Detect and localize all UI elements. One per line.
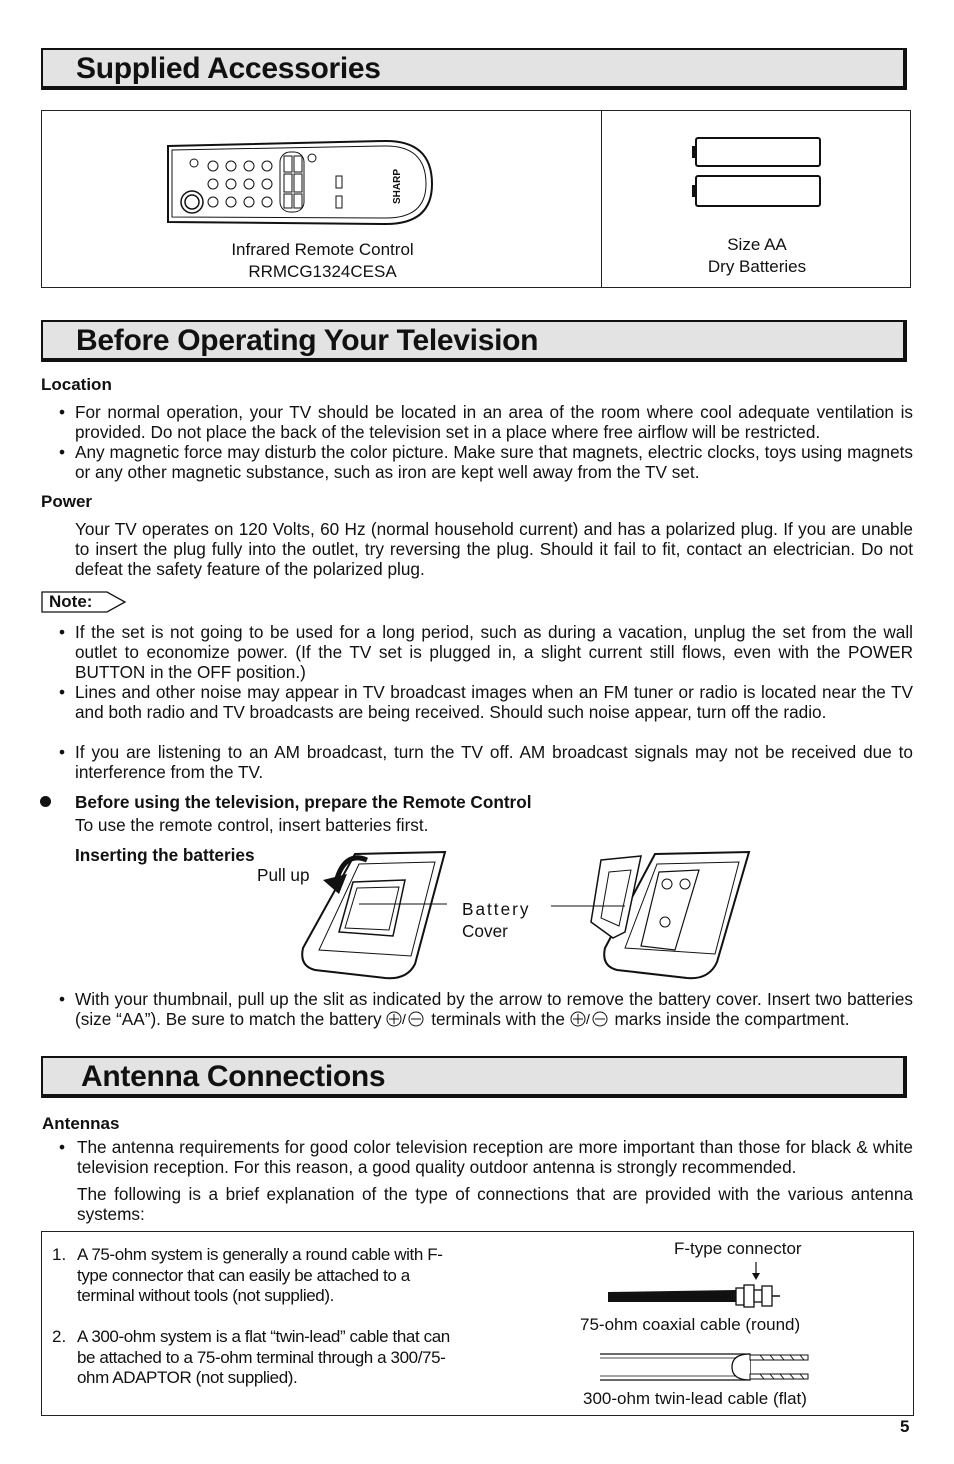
remote-brand-text: SHARP [392, 168, 403, 204]
location-heading: Location [41, 375, 112, 394]
thumbnail-text-part-1: With your thumbnail, pull up the slit as indicated by the arrow to remove the battery cover. Insert two batteries (size “AA”). Be sure to match the battery [75, 989, 913, 1029]
section-header-accessories [41, 48, 907, 90]
location-item: For normal operation, your TV should be located in an area of the room where cool adequate ventilation is provided. Do not place the back of the television set in a place where free airflow will be restricted. [75, 402, 913, 442]
antenna-list-text: A 300-ohm system is a flat “twin-lead” cable that can be attached to a 75-ohm terminal through a 300/75-ohm ADAPTOR (not supplied). [77, 1327, 450, 1387]
plus-minus-marks-icon [570, 1011, 610, 1027]
section-header-antenna [41, 1056, 907, 1098]
plus-minus-terminal-icon [386, 1011, 426, 1027]
section-title: Antenna Connections [81, 1060, 386, 1093]
twinlead-cable-label: 300-ohm twin-lead cable (flat) [583, 1389, 807, 1408]
note-item: Lines and other noise may appear in TV broadcast images when an FM tuner or radio is located near the TV and both radio and TV broadcasts are being received. Should such noise appear, turn off the radio. [75, 682, 913, 722]
remote-prep-text: To use the remote control, insert batteries first. [75, 815, 429, 835]
remote-caption [170, 239, 475, 283]
svg-text:/: / [585, 1011, 590, 1027]
remote-caption-line-2: RRMCG1324CESA [248, 262, 397, 281]
remote-prep-heading: Before using the television, prepare the Remote Control [75, 792, 532, 812]
note-item: If the set is not going to be used for a long period, such as during a vacation, unplug the set from the wall outlet to economize power. (If the TV set is plugged in, a slight current still flows, even with the POWER BUTTON in the OFF position.) [75, 622, 913, 682]
note-item: If you are listening to an AM broadcast, turn the TV off. AM broadcast signals may not be received due to interference from the TV. [75, 742, 913, 782]
battery-cover-label-line-1: Battery [462, 899, 531, 919]
divider [601, 111, 602, 287]
remote-control-illustration [164, 138, 436, 230]
ftype-label: F-type connector [674, 1239, 802, 1258]
bullet-dot: • [59, 1137, 66, 1157]
bullet-dot: • [59, 742, 66, 762]
note-label: Note: [49, 592, 93, 611]
antenna-list-num: 2. [52, 1327, 67, 1346]
antennas-explanation: The following is a brief explanation of the type of connections that are provided with the various antenna systems: [77, 1184, 913, 1224]
bullet-dot: • [59, 442, 66, 462]
thumbnail-text-part-2: terminals with the [431, 1009, 565, 1029]
filled-bullet-icon [40, 796, 51, 807]
thumbnail-instructions [75, 989, 913, 1029]
antenna-list-text: A 75-ohm system is generally a round cable with F-type connector that can easily be attached to a terminal without tools (not supplied). [77, 1245, 443, 1305]
bullet-dot: • [59, 682, 66, 702]
antenna-list-num: 1. [52, 1245, 67, 1264]
thumbnail-text-part-3: marks inside the compartment. [614, 1009, 850, 1029]
batteries-illustration [690, 134, 826, 212]
page-number: 5 [900, 1417, 910, 1436]
section-header-before-operating [41, 320, 907, 362]
power-heading: Power [41, 492, 93, 511]
antennas-heading: Antennas [42, 1114, 120, 1133]
location-item: Any magnetic force may disturb the color picture. Make sure that magnets, electric clocks, toys using magnets or any other magnetic substance, such as iron are kept well away from the TV set. [75, 442, 913, 482]
inserting-heading: Inserting the batteries [75, 845, 255, 865]
remote-caption-line-1: Infrared Remote Control [231, 240, 414, 259]
battery-cover-label [462, 898, 530, 942]
antennas-item: The antenna requirements for good color television reception are more important than those for black & white television reception. For this reason, a good quality outdoor antenna is strongly recommended. [77, 1137, 913, 1177]
battery-caption-line-2: Dry Batteries [707, 257, 807, 276]
battery-caption [652, 234, 862, 278]
bullet-dot: • [59, 989, 66, 1009]
section-title: Supplied Accessories [76, 52, 381, 85]
battery-cover-label-line-2: Cover [462, 921, 508, 941]
bullet-dot: • [59, 622, 66, 642]
bullet-dot: • [59, 402, 66, 422]
battery-caption-line-1: Size AA [727, 235, 787, 254]
section-title: Before Operating Your Television [76, 324, 539, 357]
coax-cable-label: 75-ohm coaxial cable (round) [580, 1315, 801, 1334]
svg-text:/: / [402, 1011, 407, 1027]
power-text: Your TV operates on 120 Volts, 60 Hz (normal household current) and has a polarized plug. If you are unable to insert the plug fully into the outlet, try reversing the plug. Should it fail to fit, contact an electrician. Do not defeat the safety feature of the polarized plug. [75, 519, 913, 579]
pull-up-label: Pull up [257, 865, 310, 885]
